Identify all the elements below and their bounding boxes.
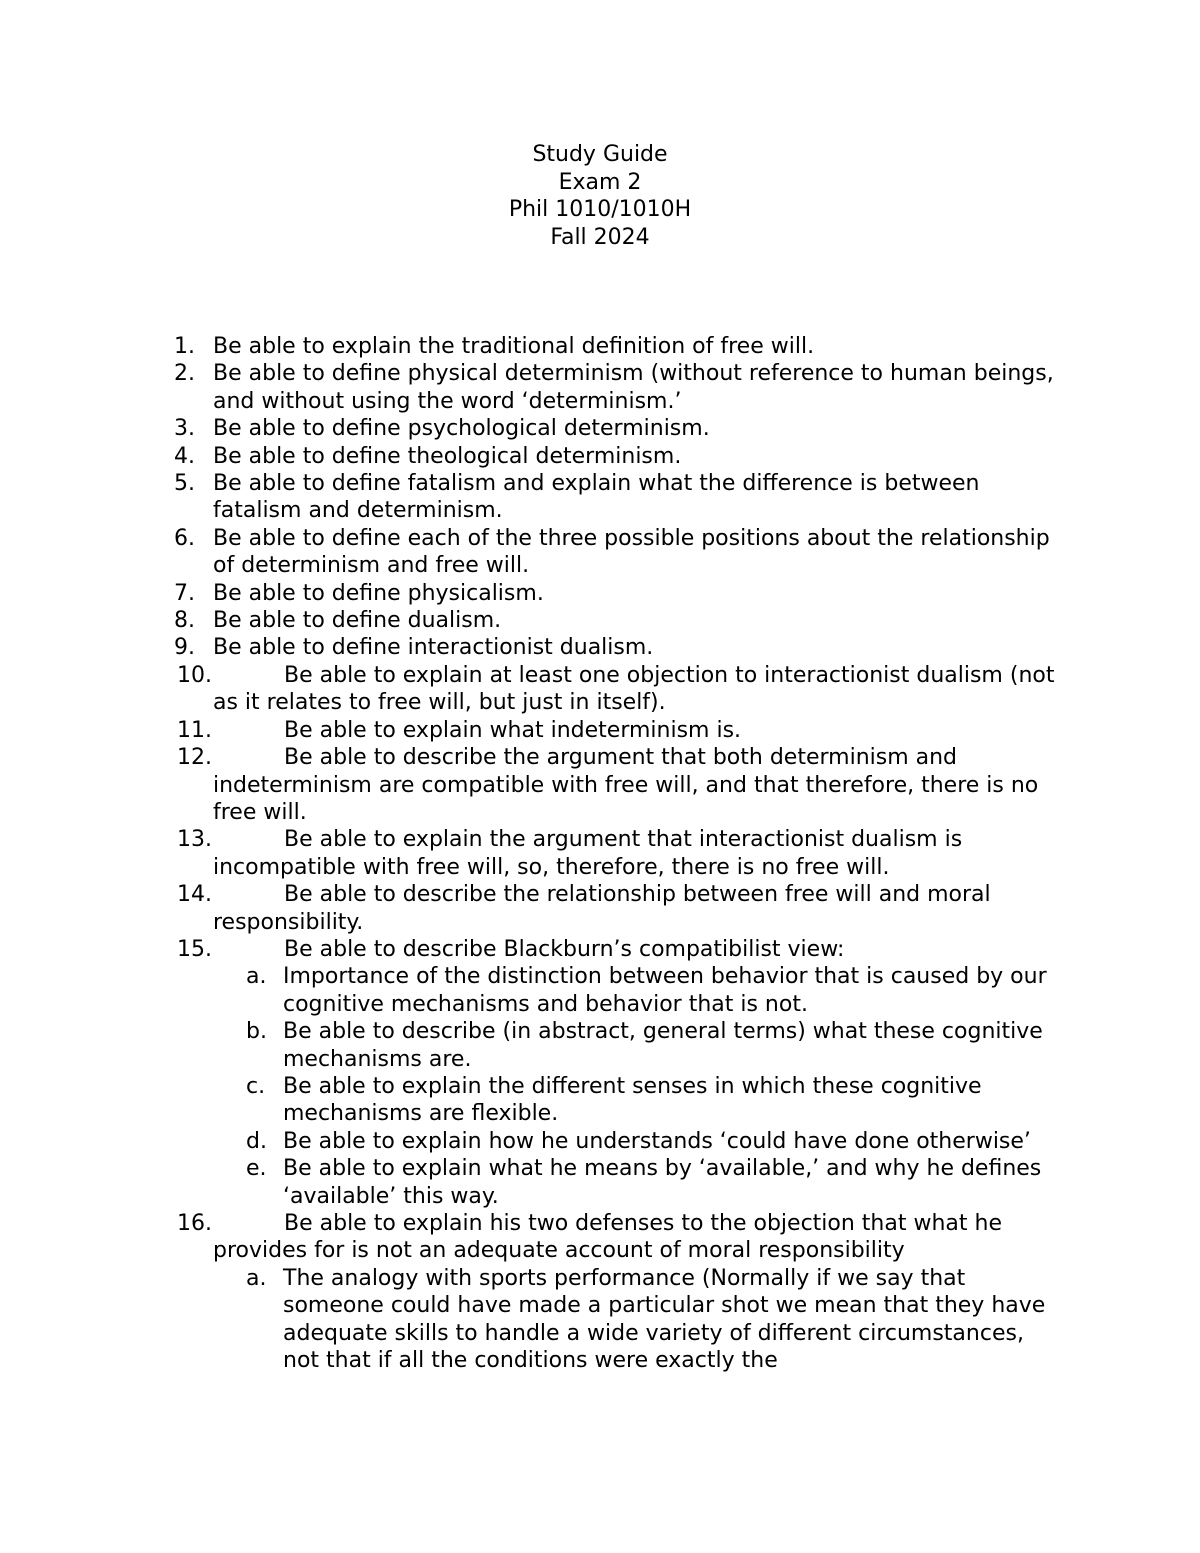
item-number: 2.: [174, 361, 195, 387]
item-number: 7.: [174, 580, 195, 606]
sub-item-16a: [0, 1265, 1200, 1375]
list-item-1: [0, 333, 1200, 360]
item-text: Be able to define physical determinism (without reference to human beings, and without using the word ‘determinism.’: [213, 361, 1054, 414]
item-number: 3.: [174, 416, 195, 442]
sub-item-text: Be able to describe (in abstract, general terms) what these cognitive mechanisms are.: [283, 1019, 1043, 1072]
item-text: Be able to define interactionist dualism.: [213, 635, 654, 661]
sub-item-letter: e.: [246, 1156, 267, 1182]
sub-item-text: Be able to explain the different senses in which these cognitive mechanisms are flexible.: [283, 1073, 982, 1127]
list-item-4: [0, 443, 1200, 470]
item-number: 10.: [177, 662, 212, 688]
sub-item-text: Be able to explain what he means by ‘available,’ and why he defines ‘available’ this way.: [283, 1156, 1042, 1209]
item-text: Be able to describe Blackburn’s compatibilist view:: [284, 936, 845, 962]
sub-item-letter: c.: [246, 1073, 266, 1099]
header-exam: Exam 2: [558, 169, 642, 195]
item-text: Be able to describe the argument that both determinism and indeterminism are compatible with free will, and that therefore, there is no free will.: [213, 745, 1039, 825]
list-item-16: [0, 1210, 1200, 1265]
list-item-12: [0, 744, 1200, 826]
header-course: Phil 1010/1010H: [508, 197, 692, 222]
sub-item-letter: b.: [246, 1019, 267, 1045]
header-title: Study Guide: [532, 142, 668, 167]
item-text: Be able to define physicalism.: [213, 580, 544, 606]
item-number: 14.: [177, 882, 212, 908]
list-item-15: [0, 936, 1200, 963]
item-text: Be able to define fatalism and explain what the difference is between fatalism and determinism.: [213, 471, 980, 524]
study-guide-list: [0, 333, 1200, 1374]
sub-item-15e: [0, 1155, 1200, 1210]
document-header: [0, 141, 1200, 251]
item-text: Be able to define psychological determinism.: [213, 416, 710, 442]
item-text: Be able to explain at least one objection to interactionist dualism (not as it relates to free will, but just in itself).: [213, 662, 1055, 716]
list-item-2: [0, 360, 1200, 415]
list-item-13: [0, 826, 1200, 881]
list-item-6: [0, 525, 1200, 580]
list-item-7: [0, 580, 1200, 607]
sub-item-text: Be able to explain how he understands ‘could have done otherwise’: [283, 1128, 1031, 1154]
sub-item-15b: [0, 1018, 1200, 1073]
item-number: 15.: [177, 936, 212, 962]
item-number: 4.: [174, 443, 195, 469]
sub-item-letter: d.: [246, 1128, 267, 1154]
item-number: 6.: [174, 525, 195, 551]
item-number: 8.: [174, 608, 195, 634]
list-item-3: [0, 415, 1200, 442]
list-item-14: [0, 881, 1200, 936]
sub-item-text: Importance of the distinction between behavior that is caused by our cognitive mechanisms and behavior that is not.: [283, 964, 1047, 1017]
list-item-8: [0, 607, 1200, 634]
sub-item-15a: [0, 963, 1200, 1018]
item-text: Be able to define theological determinism.: [213, 443, 682, 469]
sub-item-15c: [0, 1073, 1200, 1128]
item-number: 12.: [177, 745, 212, 771]
sub-item-text: The analogy with sports performance (Normally if we say that someone could have made a particular shot we mean that they have adequate skills to handle a wide variety of different circumstances, not that if all the conditions were exactly the: [283, 1265, 1046, 1374]
item-number: 9.: [174, 635, 195, 661]
item-text: Be able to define dualism.: [213, 608, 502, 634]
item-text: Be able to explain the argument that interactionist dualism is incompatible with free will, so, therefore, there is no free will.: [213, 827, 963, 880]
item-text: Be able to describe the relationship between free will and moral responsibility.: [213, 882, 991, 935]
item-number: 1.: [174, 334, 195, 359]
sub-item-15d: [0, 1128, 1200, 1155]
item-text: Be able to explain his two defenses to the objection that what he provides for is not an adequate account of moral responsibility: [213, 1211, 1002, 1264]
sub-item-letter: a.: [246, 1265, 267, 1291]
item-number: 13.: [177, 827, 212, 853]
header-term: Fall 2024: [550, 224, 650, 250]
item-number: 11.: [177, 717, 212, 743]
item-text: Be able to explain the traditional definition of free will.: [213, 334, 815, 359]
item-number: 16.: [177, 1211, 212, 1236]
sub-item-letter: a.: [246, 964, 267, 990]
list-item-10: [0, 662, 1200, 717]
item-number: 5.: [174, 471, 195, 497]
item-text: Be able to explain what indeterminism is.: [284, 717, 742, 743]
list-item-11: [0, 717, 1200, 744]
item-text: Be able to define each of the three possible positions about the relationship of determinism and free will.: [213, 525, 1050, 579]
list-item-9: [0, 634, 1200, 661]
list-item-5: [0, 470, 1200, 525]
